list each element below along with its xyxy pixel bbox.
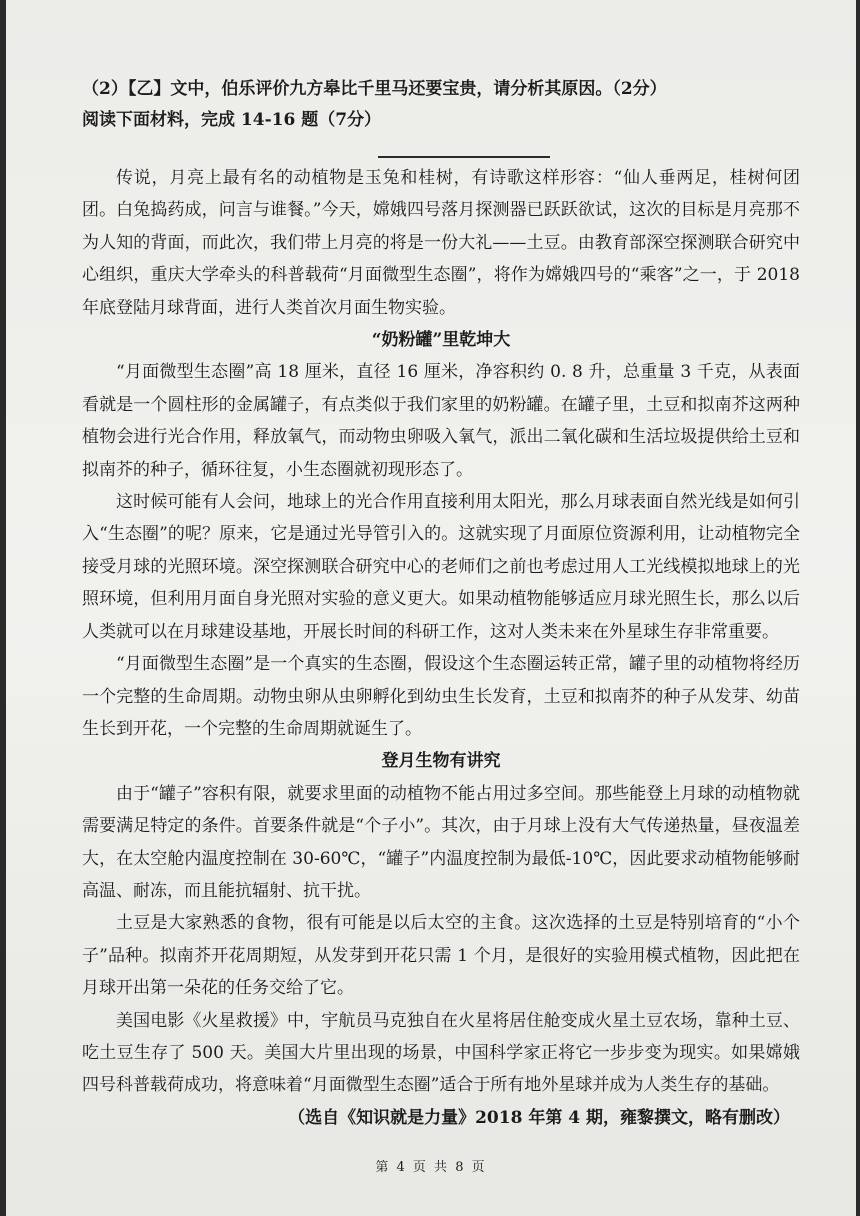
- question-block: [82, 74, 842, 136]
- paragraph: 由于“罐子”容积有限，就要求里面的动植物不能占用过多空间。那些能登上月球的动植物就需要满足特定的条件。首要条件就是“个子小”。其次，由于月球上没有大气传递热量，昼夜温差大，在太空舱内温度控制在 30-60℃，“罐子”内温度控制为最低-10℃，因此要求动植物能够耐高温、耐冻，而且能抗辐射、抗干扰。: [82, 783, 800, 901]
- paragraph: “月面微型生态圈”高 18 厘米，直径 16 厘米，净容积约 0. 8 升，总重量 3 千克，从表面看就是一个圆柱形的金属罐子，有点类似于我们家里的奶粉罐。在罐子里，土豆和拟南芥这两种植物会进行光合作用，释放氧气，而动物虫卵吸入氧气，派出二氧化碳和生活垃圾提供给土豆和拟南芥的种子，循环往复，小生态圈就初现形态了。: [82, 362, 800, 480]
- article: [82, 162, 800, 1134]
- exam-page: [6, 0, 856, 1216]
- article-source: （选自《知识就是力量》2018 年第 4 期，雍黎撰文，略有删改）: [288, 1107, 790, 1128]
- article-intro: 传说，月亮上最有名的动植物是玉兔和桂树，有诗歌这样形容：“仙人垂两足，桂树何团团。白兔捣药成，问言与谁餐。”今天，嫦娥四号落月探测器已跃跃欲试，这次的目标是月亮那不为人知的背面，而此次，我们带上月亮的将是一份大礼——土豆。由教育部深空探测联合研究中心组织，重庆大学牵头的科普载荷“月面微型生态圈”，将作为嫦娥四号的“乘客”之一，于 2018 年底登陆月球背面，进行人类首次月面生物实验。: [82, 168, 800, 318]
- paragraph: 美国电影《火星救援》中，宇航员马克独自在火星将居住舱变成火星土豆农场，靠种土豆、吃土豆生存了 500 天。美国大片里出现的场景，中国科学家正将它一步步变为现实。如果嫦娥四号科普载荷成功，将意味着“月面微型生态圈”适合于所有地外星球并成为人类生存的基础。: [82, 1010, 800, 1096]
- section-title-moon-organisms: 登月生物有讲究: [381, 751, 501, 772]
- section-title-milk-can: “奶粉罐”里乾坤大: [371, 330, 511, 351]
- paragraph: 土豆是大家熟悉的食物，很有可能是以后太空的主食。这次选择的土豆是特别培育的“小个子”品种。拟南芥开花周期短，从发芽到开花只需 1 个月，是很好的实验用模式植物，因此把在月球开出第一朵花的任务交给了它。: [82, 913, 800, 999]
- paragraph: “月面微型生态圈”是一个真实的生态圈，假设这个生态圈运转正常，罐子里的动植物将经历一个完整的生命周期。动物虫卵从虫卵孵化到幼虫生长发育，土豆和拟南芥的种子从发芽、幼苗生长到开花，一个完整的生命周期就诞生了。: [82, 654, 800, 739]
- question-line: （2）【乙】文中，伯乐评价九方皋比千里马还要宝贵，请分析其原因。（2分）: [82, 79, 667, 99]
- section-divider: [378, 156, 550, 158]
- reading-instruction: 阅读下面材料，完成 14-16 题（7分）: [82, 110, 382, 130]
- page-number: 第 4 页 共 8 页: [375, 1160, 487, 1175]
- paragraph: 这时候可能有人会问，地球上的光合作用直接利用太阳光，那么月球表面自然光线是如何引入“生态圈”的呢？原来，它是通过光导管引入的。这就实现了月面原位资源利用，让动植物完全接受月球的光照环境。深空探测联合研究中心的老师们之前也考虑过用人工光线模拟地球上的光照环境，但利用月面自身光照对实验的意义更大。如果动植物能够适应月球光照生长，那么以后人类就可以在月球建设基地，开展长时间的科研工作，这对人类未来在外星球生存非常重要。: [82, 492, 800, 642]
